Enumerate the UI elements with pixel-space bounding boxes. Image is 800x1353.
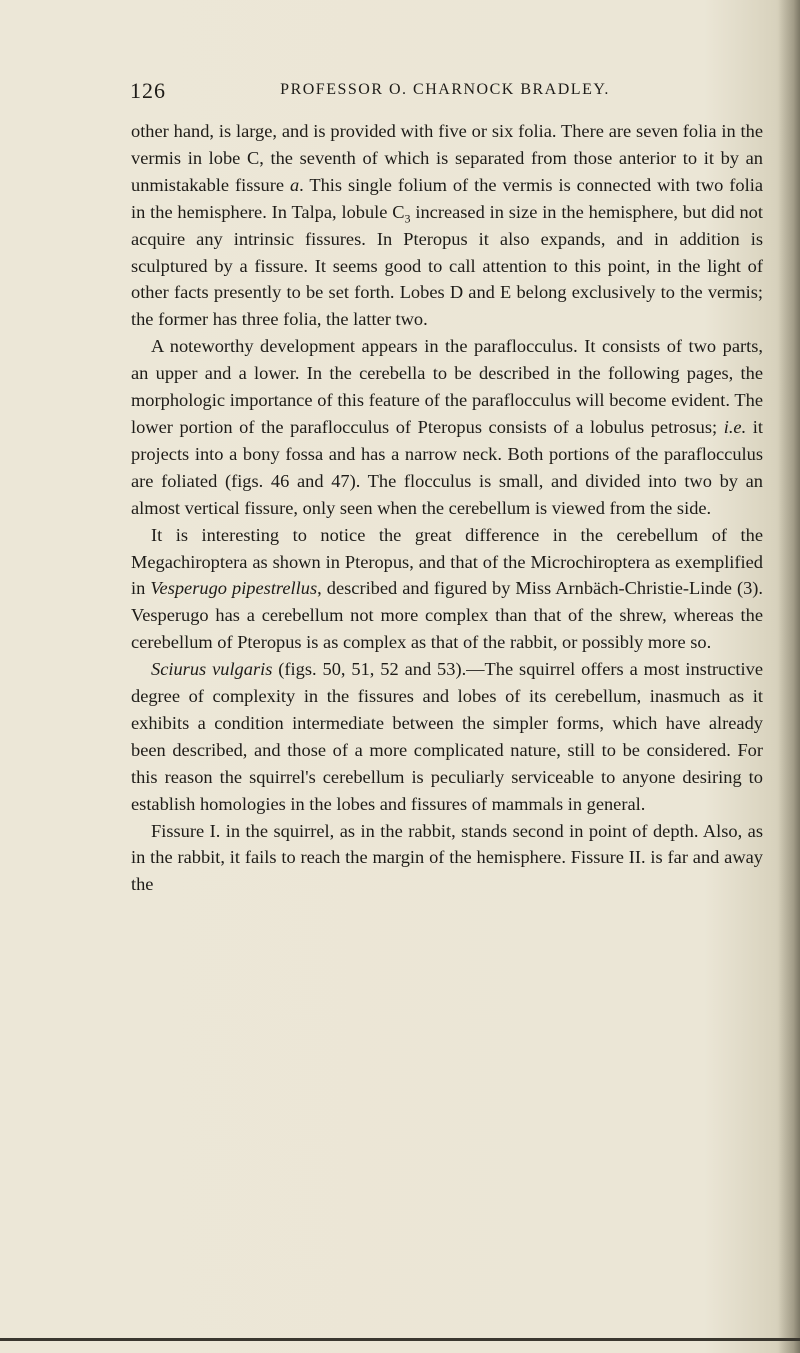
text-run: , described and figured by Miss Arnbäch-Christie-Linde (3). Vesperugo has a cerebellum not more complex than that of the shrew, whereas the cerebellum of Pteropus is as complex as that of the rabbit, or possibly more so. [131,578,763,653]
italic-text: a [289,174,300,195]
text-run: (figs. 50, 51, 52 and 53).—The squirrel offers a most instructive degree of complexity in the fissures and lobes of its cerebellum, inasmuch as it exhibits a condition intermediate between the simpler forms, which have already been described, and those of a more complicated nature, still to be considered. For this reason the squirrel's cerebellum is peculiarly serviceable to anyone desiring to establish homologies in the lobes and fissures of mammals in general. [131,659,763,814]
italic-text: i.e. [723,416,747,437]
body-text [131,118,763,898]
page-header [130,78,760,106]
paragraph [131,333,763,521]
paragraph [131,118,763,333]
subscript-text: 3 [404,211,411,226]
paragraph [131,818,763,899]
paragraph [131,656,763,817]
italic-text: Sciurus vulgaris [151,659,273,680]
bottom-edge-line [0,1338,800,1341]
page-number: 126 [130,78,166,103]
page-edge-shadow [778,0,800,1353]
text-run: . This single folium of the vermis is connected with two folia in the hemisphere. In Talpa, lobule C [131,174,763,222]
text-run: increased in size in the hemisphere, but did not acquire any intrinsic fissures. In Pteropus it also expands, and in addition is sculptured by a fissure. It seems good to call attention to this point, in the light of other facts presently to be set forth. Lobes D and E belong exclusively to the vermis; the former has three folia, the latter two. [131,201,763,330]
text-run: it projects into a bony fossa and has a narrow neck. Both portions of the paraflocculus are foliated (figs. 46 and 47). The flocculus is small, and divided into two by an almost vertical fissure, only seen when the cerebellum is viewed from the side. [131,416,763,518]
text-run: It is interesting to notice the great difference in the cerebellum of the Megachiroptera as shown in Pteropus, and that of the Microchiroptera as exemplified in [131,524,763,599]
paragraph [131,522,763,657]
running-head: PROFESSOR O. CHARNOCK BRADLEY. [280,81,610,98]
text-run: A noteworthy development appears in the paraflocculus. It consists of two parts, an upper and a lower. In the cerebella to be described in the following pages, the morphologic importance of this feature of the paraflocculus will become evident. The lower portion of the paraflocculus of Pteropus consists of a lobulus petrosus; [131,336,763,437]
text-run: Fissure I. in the squirrel, as in the rabbit, stands second in point of depth. Also, as in the rabbit, it fails to reach the margin of the hemisphere. Fissure II. is far and away the [131,820,763,895]
italic-text: Vesperugo pipestrellus [150,578,318,599]
text-run: other hand, is large, and is provided with five or six folia. There are seven folia in the vermis in lobe C, the seventh of which is separated from those anterior to it by an unmistakable fissure [131,121,763,195]
